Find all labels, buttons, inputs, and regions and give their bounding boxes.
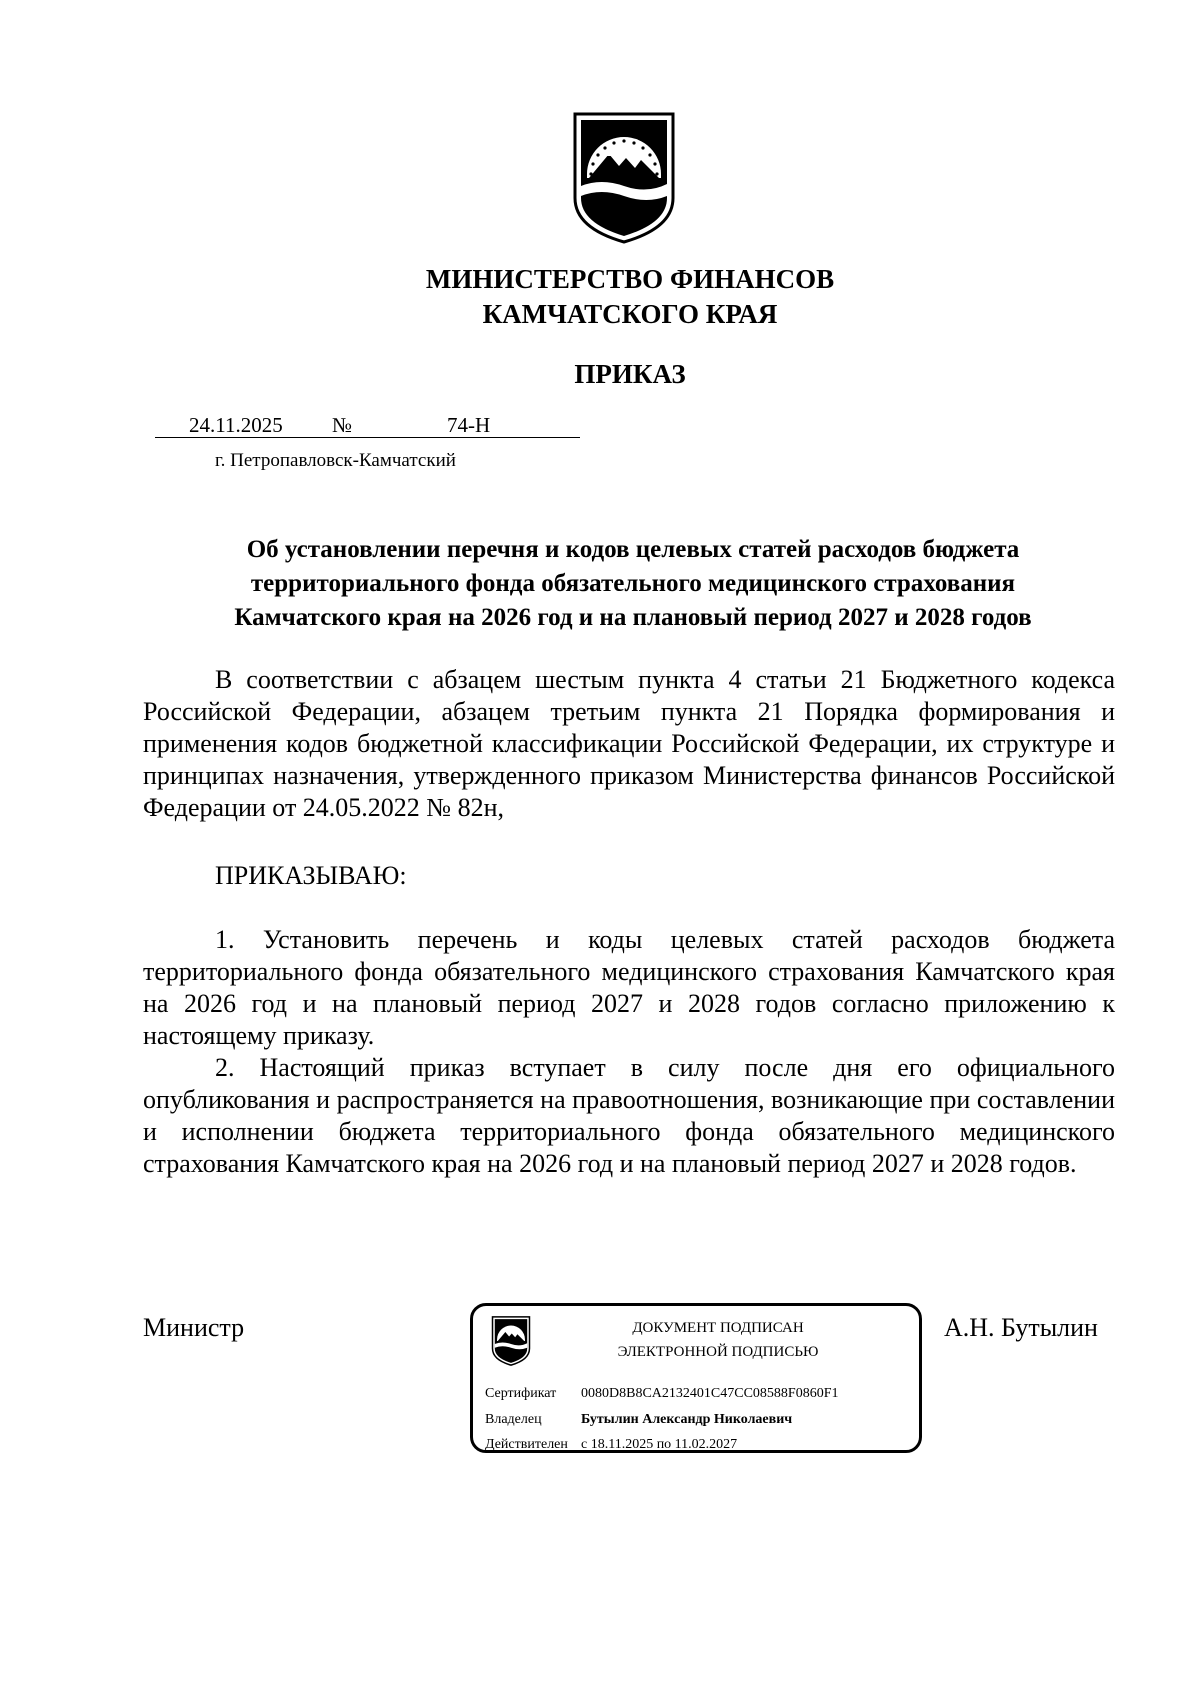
- stamp-heading: [593, 1316, 843, 1364]
- number-sign: №: [332, 413, 353, 437]
- registration-line: [155, 412, 580, 440]
- ministry-name-line1: МИНИСТЕРСТВО ФИНАНСОВ: [425, 264, 835, 294]
- preamble-paragraph: В соответствии с абзацем шестым пункта 4 статьи 21 Бюджетного кодекса Российской Федерации, абзацем третьим пункта 21 Порядка формирования и применения кодов бюджетной классификации Российской Федерации, их структуре и принципах назначения, утвержденного приказом Министерства финансов Российской Федерации от 24.05.2022 № 82н,: [143, 665, 1115, 822]
- ministry-name-line2: КАМЧАТСКОГО КРАЯ: [482, 299, 778, 329]
- owner-value: Бутылин Александр Николаевич: [581, 1412, 793, 1427]
- stamp-owner-row: [485, 1411, 792, 1429]
- subject-line-1: Об установлении перечня и кодов целевых статей расходов бюджета: [246, 536, 1020, 563]
- electronic-signature-stamp: [470, 1303, 922, 1453]
- owner-label: Владелец: [485, 1412, 542, 1427]
- document-type: ПРИКАЗ: [574, 359, 686, 389]
- validity-label: Действителен: [485, 1437, 568, 1452]
- kamchatka-coat-of-arms-icon: [571, 112, 677, 244]
- stamp-validity-row: [485, 1436, 737, 1454]
- order-date: 24.11.2025: [189, 413, 283, 437]
- signer-position: Министр: [143, 1313, 245, 1342]
- order-item-2: 2. Настоящий приказ вступает в силу после дня его официального опубликования и распространяется на правоотношения, возникающие при составлении и исполнении бюджета территориального фонда обязательного медицинского страхования Камчатского края на 2026 год и на плановый период 2027 и 2028 годов.: [143, 1053, 1115, 1178]
- order-word: ПРИКАЗЫВАЮ:: [215, 861, 407, 890]
- signer-name: А.Н. Бутылин: [944, 1313, 1098, 1342]
- validity-value: с 18.11.2025 по 11.02.2027: [581, 1437, 738, 1452]
- subject-line-2: территориального фонда обязательного медицинского страхования: [250, 570, 1016, 597]
- order-subject: [143, 533, 1123, 635]
- order-item-1: 1. Установить перечень и коды целевых статей расходов бюджета территориального фонда обязательного медицинского страхования Камчатского края на 2026 год и на плановый период 2027 и 2028 годов согласно приложению к настоящему приказу.: [143, 925, 1115, 1050]
- subject-line-3: Камчатского края на 2026 год и на плановый период 2027 и 2028 годов: [234, 604, 1032, 631]
- certificate-label: Сертификат: [485, 1386, 557, 1401]
- city-of-issue: г. Петропавловск-Камчатский: [215, 450, 456, 471]
- certificate-value: 0080D8B8CA2132401C47CC08588F0860F1: [581, 1386, 839, 1401]
- stamp-certificate-row: [485, 1385, 838, 1403]
- stamp-heading-line2: ЭЛЕКТРОННОЙ ПОДПИСЬЮ: [617, 1344, 819, 1360]
- kamchatka-coat-of-arms-icon: [491, 1316, 531, 1366]
- order-number: 74-Н: [447, 413, 491, 437]
- stamp-heading-line1: ДОКУМЕНТ ПОДПИСАН: [632, 1320, 804, 1336]
